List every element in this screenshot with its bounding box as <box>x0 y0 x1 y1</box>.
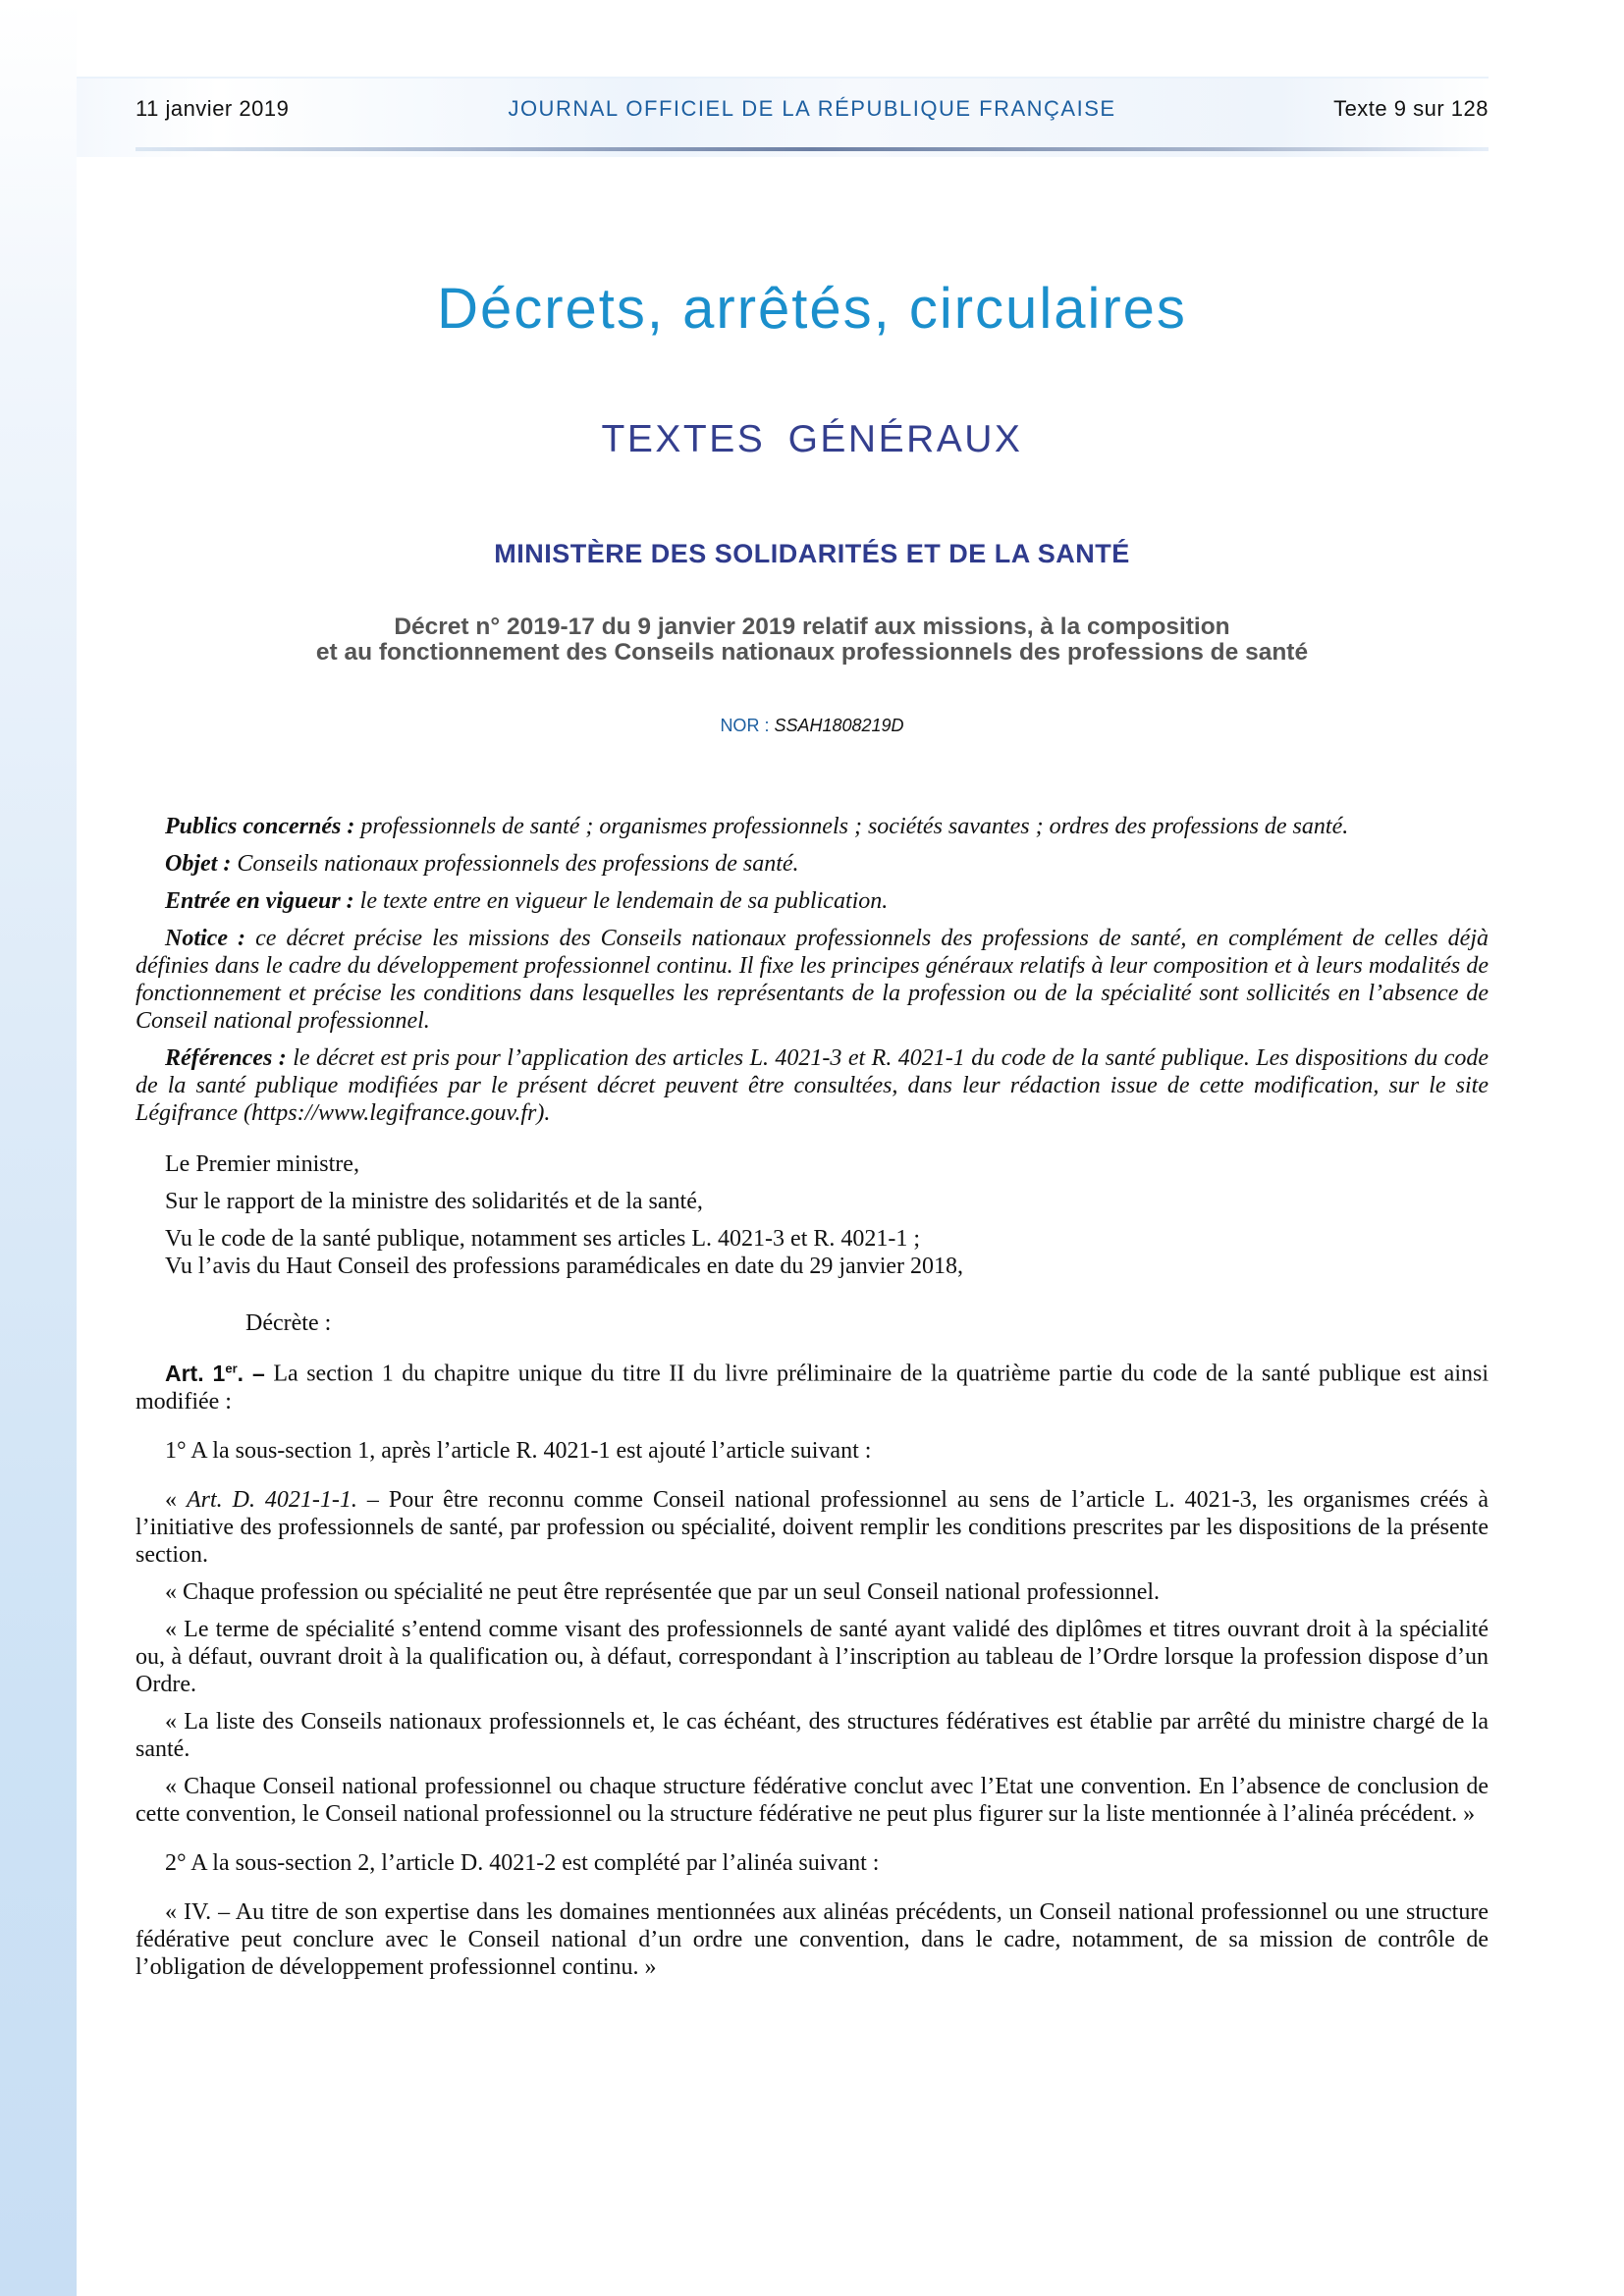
quoted-paragraph: « Chaque profession ou spécialité ne peut être représentée que par un seul Conseil national professionnel. <box>165 1578 1161 1605</box>
article-1 <box>135 1355 1489 1415</box>
spacer <box>135 1290 1489 1304</box>
preamble-line: Le Premier ministre, <box>165 1151 359 1177</box>
article-label <box>165 1361 265 1386</box>
article-number: Art. 1 <box>165 1360 226 1386</box>
article-point-2-quote: « IV. – Au titre de son expertise dans les domaines mentionnées aux alinéas précédents, un Conseil national professionnel ou une structure fédérative peut conclure avec le Conseil national d’un ordre une convention, dans le cadre, notamment, de sa mission de contrôle de l’obligation de développement professionnel continu. » <box>135 1898 1489 1980</box>
header-divider <box>135 147 1489 151</box>
document-body <box>135 813 1489 1991</box>
quoted-paragraph: « La liste des Conseils nationaux professionnels et, le cas échéant, des structures fédératives est établie par arrêté du ministre chargé de la santé. <box>135 1708 1489 1762</box>
article-number-sup: er <box>225 1361 238 1375</box>
summary-label: Notice : <box>165 926 246 951</box>
summary-text: professionnels de santé ; organismes professionnels ; sociétés savantes ; ordres des professions de santé. <box>354 814 1349 839</box>
header-page-indicator: Texte 9 sur 128 <box>1333 96 1489 121</box>
quoted-paragraph: « Le terme de spécialité s’entend comme visant des professionnels de santé ayant validé des diplômes et titres ouvrant droit à la spécialité ou, à défaut, ouvrant droit à la qualification ou, à défaut, correspondant à l’inscription au tableau de l’Ordre lorsque la profession dispose d’un Ordre. <box>135 1616 1489 1697</box>
nor-reference <box>0 715 1624 736</box>
preamble-line: Vu le code de la santé publique, notamment ses articles L. 4021-3 et R. 4021-1 ; <box>165 1226 921 1252</box>
nor-value: SSAH1808219D <box>774 716 904 735</box>
sub-article-label: Art. D. 4021-1-1. <box>186 1486 357 1513</box>
section-title: Décrets, arrêtés, circulaires <box>437 277 1187 341</box>
section-subtitle: TEXTES GÉNÉRAUX <box>601 418 1023 460</box>
sub-article-d4021-1-1 <box>135 1486 1489 1569</box>
preamble-line: Vu l’avis du Haut Conseil des professions paramédicales en date du 29 janvier 2018, <box>165 1254 964 1279</box>
decree-title <box>0 614 1624 666</box>
summary-label: Publics concernés : <box>165 814 355 839</box>
summary-references <box>135 1044 1489 1127</box>
summary-text: le texte entre en vigueur le lendemain de sa publication. <box>353 888 889 914</box>
summary-label: Références : <box>165 1045 287 1071</box>
summary-text: Conseils nationaux professionnels des professions de santé. <box>231 851 799 877</box>
quote-open: « <box>165 1486 187 1513</box>
decrete-line: Décrète : <box>245 1310 332 1336</box>
summary-publics <box>135 813 1489 840</box>
ministry-heading: MINISTÈRE DES SOLIDARITÉS ET DE LA SANTÉ <box>494 539 1130 568</box>
decree-title-line-2: et au fonctionnement des Conseils nationaux professionnels des professions de santé <box>315 639 1309 666</box>
article-point-2: 2° A la sous-section 2, l’article D. 4021-2 est complété par l’alinéa suivant : <box>165 1849 880 1876</box>
summary-text: ce décret précise les missions des Conseils nationaux professionnels des professions de santé, en complément de celles déjà définies dans le cadre du développement professionnel continu. Il fixe les principes généraux relatifs à leur composition et à leurs modalités de fonctionnement et précise les conditions dans lesquelles les représentants de la profession ou de la spécialité sont sollicités en l’absence de Conseil national professionnel. <box>135 926 1489 1034</box>
sub-article-text: – Pour être reconnu comme Conseil national professionnel au sens de l’article L. 4021-3, les organismes créés à l’initiative des professionnels de santé, par profession ou spécialité, doivent remplir les conditions prescrites par les dispositions de la présente section. <box>135 1486 1489 1568</box>
header-date: 11 janvier 2019 <box>135 96 290 121</box>
summary-label: Objet : <box>165 851 232 877</box>
summary-label: Entrée en vigueur : <box>165 888 354 914</box>
summary-text: le décret est pris pour l’application des articles L. 4021-3 et R. 4021-1 du code de la santé publique. Les dispositions du code de la santé publique modifiées par le présent décret peuvent être consultées, dans leur rédaction issue de cette modification, sur le site Légifrance (https://www.legifrance.gouv.fr). <box>135 1045 1489 1126</box>
article-intro: La section 1 du chapitre unique du titre II du livre préliminaire de la quatrième partie du code de la santé publique est ainsi modifiée : <box>135 1361 1489 1415</box>
article-point-1: 1° A la sous-section 1, après l’article R. 4021-1 est ajouté l’article suivant : <box>165 1437 872 1464</box>
decree-title-line-1: Décret n° 2019-17 du 9 janvier 2019 relatif aux missions, à la composition <box>394 614 1230 640</box>
left-decorative-band <box>0 0 77 2296</box>
quoted-paragraph: « Chaque Conseil national professionnel ou chaque structure fédérative conclut avec l’Etat une convention. En l’absence de conclusion de cette convention, le Conseil national professionnel ou la structure fédérative ne peut plus figurer sur la liste mentionnée à l’alinéa précédent. » <box>135 1773 1489 1827</box>
summary-notice <box>135 925 1489 1035</box>
summary-objet <box>135 850 1489 878</box>
article-label-suffix: . – <box>237 1360 265 1386</box>
header-journal-title: JOURNAL OFFICIEL DE LA RÉPUBLIQUE FRANÇAISE <box>508 96 1116 121</box>
nor-label: NOR : <box>720 716 770 735</box>
summary-entree-en-vigueur <box>135 887 1489 915</box>
preamble-line: Sur le rapport de la ministre des solidarités et de la santé, <box>165 1189 703 1214</box>
spacer <box>135 1137 1489 1150</box>
